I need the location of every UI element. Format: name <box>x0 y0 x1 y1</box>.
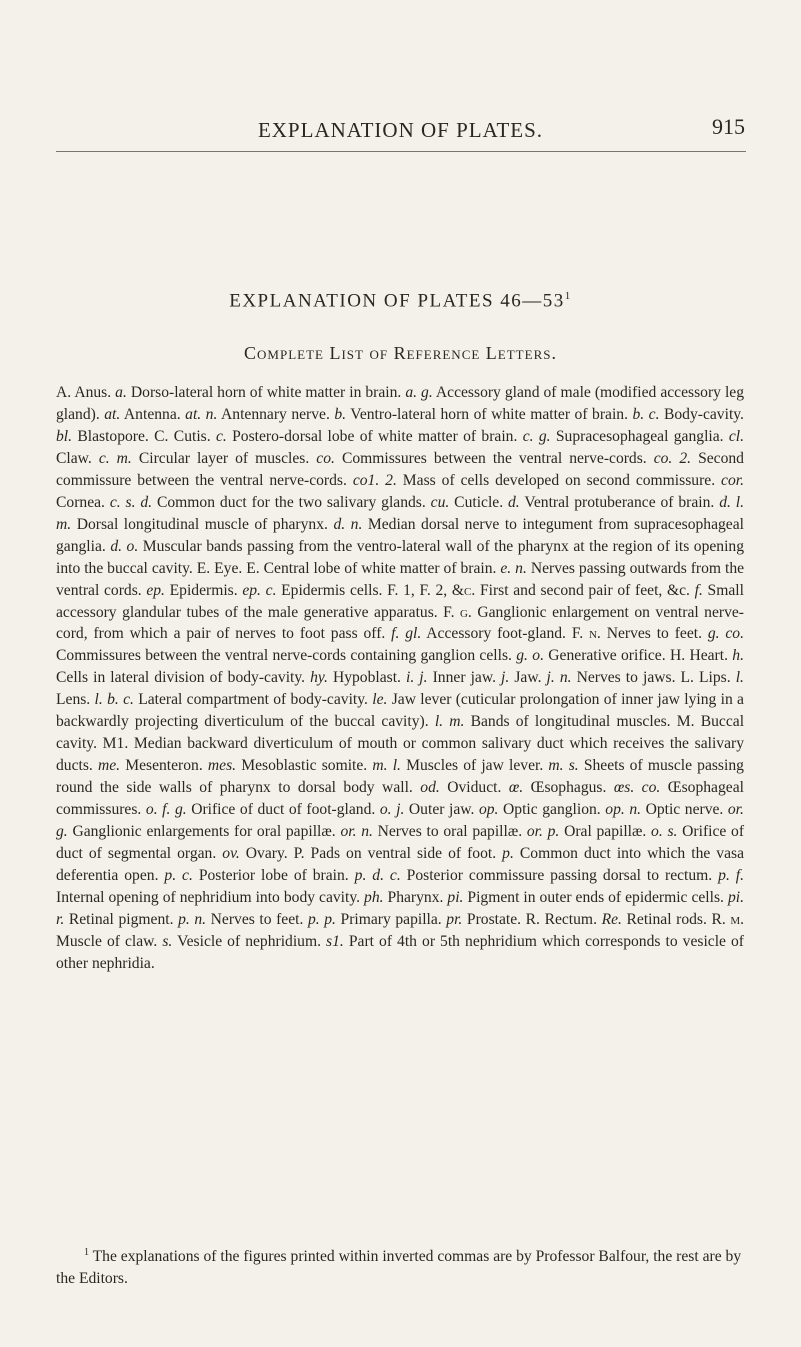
reference-description: Common duct for the two salivary glands. <box>156 493 426 511</box>
reference-description: Ovary. <box>245 845 288 863</box>
footnote-text: The explanations of the figures printed within inverted commas are by Professor Balfour, the rest are by the Editors. <box>56 1248 742 1288</box>
reference-entry <box>406 669 496 686</box>
reference-entry <box>56 933 744 972</box>
reference-description: Commissures between the ventral nerve-cords. <box>341 449 647 467</box>
reference-entry <box>431 494 503 511</box>
reference-entry <box>501 669 541 686</box>
reference-entry <box>380 801 475 818</box>
reference-letter: P. <box>293 845 305 863</box>
reference-description: Mesenteron. <box>125 757 203 775</box>
plate-title <box>0 290 801 312</box>
reference-description: Blastopore. <box>77 427 149 445</box>
reference-letter: œs. co. <box>613 779 661 797</box>
reference-entry <box>509 779 607 796</box>
reference-letter: L. <box>680 669 694 687</box>
reference-description: Pigment in outer ends of epidermic cells. <box>467 888 724 906</box>
reference-entry <box>508 494 714 511</box>
reference-letter: me. <box>97 757 121 775</box>
reference-entry <box>178 911 303 928</box>
reference-letter: cor. <box>721 471 744 489</box>
reference-letter: R. m. <box>711 910 745 928</box>
reference-entry <box>355 867 713 884</box>
reference-letter: j. <box>501 669 510 687</box>
reference-entry <box>246 560 496 577</box>
reference-description: Lens. <box>56 691 91 709</box>
reference-letter: d. l. m. <box>56 493 745 533</box>
reference-entry <box>353 472 715 489</box>
reference-description: Dorsal longitudinal muscle of pharynx. <box>76 515 328 533</box>
reference-letter: c. g. <box>522 427 551 445</box>
reference-description: Accessory foot-gland. <box>426 625 566 643</box>
reference-letter: a. g. <box>405 384 433 401</box>
reference-entry <box>420 779 501 796</box>
reference-letter: bl. <box>56 427 73 445</box>
reference-entry <box>516 647 665 664</box>
reference-entry <box>222 845 287 862</box>
reference-entry <box>208 757 367 774</box>
reference-description: Ganglionic enlargement on ventral nerve-cord, from which a pair of nerves to foot pass off. <box>56 603 745 643</box>
reference-letter: or. n. <box>340 823 373 841</box>
reference-description: Anus. <box>74 384 112 401</box>
reference-description: Muscles of jaw lever. <box>406 757 544 775</box>
reference-letter: hy. <box>310 669 328 687</box>
reference-letter: c. <box>215 427 227 445</box>
reference-letter: c. m. <box>98 449 132 467</box>
reference-entry <box>310 669 401 686</box>
reference-letter: ep. <box>146 581 165 599</box>
reference-letter: l. b. c. <box>94 691 134 709</box>
reference-entry <box>99 450 309 467</box>
reference-letter: E. <box>196 559 211 577</box>
reference-entry <box>523 428 724 445</box>
reference-description: Eye. <box>214 559 243 577</box>
reference-description: Small accessory glandular tubes of the male generative apparatus. <box>56 581 744 621</box>
reference-description: Oviduct. <box>447 779 502 797</box>
reference-letter: op. <box>478 801 499 819</box>
reference-description: Buccal cavity. <box>56 713 745 753</box>
reference-letter: H. <box>669 647 686 665</box>
reference-description: Posterior commissure passing dorsal to rectum. <box>406 866 713 884</box>
reference-description: Prostate. <box>466 910 522 928</box>
reference-description: Postero-dorsal lobe of white matter of brain. <box>232 427 518 445</box>
reference-description: Nerves to feet. <box>210 910 304 928</box>
reference-description: Epidermis. <box>169 581 238 599</box>
reference-letter: b. <box>334 405 347 423</box>
reference-letter: R. <box>525 910 540 928</box>
reference-letter: p. c. <box>164 866 193 884</box>
reference-description: Central lobe of white matter of brain. <box>263 559 497 577</box>
reference-entry <box>95 691 368 708</box>
reference-letter: ov. <box>222 845 240 863</box>
reference-entry <box>602 911 707 928</box>
reference-description: Claw. <box>56 449 92 467</box>
reference-entry <box>364 889 443 906</box>
reference-description: Generative orifice. <box>548 647 666 665</box>
reference-entry <box>162 933 321 950</box>
reference-letter: cl. <box>728 427 745 445</box>
reference-letter: p. p. <box>307 910 336 928</box>
reference-description: Cells in lateral division of body-cavity. <box>56 669 306 687</box>
reference-letters-list <box>56 382 744 975</box>
reference-entry <box>479 801 601 818</box>
reference-letter: s1. <box>326 932 344 950</box>
reference-description: Cuticle. <box>454 493 504 511</box>
reference-description: Muscular bands passing from the ventro-lateral wall of the pharynx at the region of its opening into the buccal cavity. <box>56 537 745 577</box>
reference-description: Cutis. <box>173 427 211 445</box>
reference-description: Antennary nerve. <box>221 405 330 423</box>
reference-entry <box>391 625 566 642</box>
reference-description: Optic ganglion. <box>503 801 601 819</box>
reference-description: Œsophageal commissures. <box>56 779 744 819</box>
reference-description: Cornea. <box>56 493 105 511</box>
reference-letter: p. n. <box>178 910 207 928</box>
reference-letter: A. <box>56 384 72 401</box>
reference-description: Supracesophageal ganglia. <box>555 427 724 445</box>
reference-entry <box>316 450 646 467</box>
reference-entry <box>185 406 330 423</box>
reference-description: Retinal rods. <box>626 910 707 928</box>
reference-letter: b. c. <box>632 405 660 423</box>
reference-description: Orifice of duct of segmental organ. <box>56 823 745 863</box>
reference-entry <box>154 428 210 445</box>
reference-letter: C. <box>154 427 169 445</box>
reference-description: Accessory gland of male (modified accessory leg gland). <box>56 384 744 423</box>
reference-letter: or. p. <box>526 823 560 841</box>
reference-entry <box>632 406 744 423</box>
reference-letter: i. j. <box>406 669 428 687</box>
reference-description: Median backward diverticulum of mouth or common salivary duct which receives the salivary ducts. <box>56 735 744 775</box>
reference-entry <box>527 823 646 840</box>
reference-letter: at. n. <box>185 405 218 423</box>
reference-entry <box>334 406 628 423</box>
reference-letter: ep. c. <box>242 581 277 599</box>
reference-description: Hypoblast. <box>332 669 401 687</box>
reference-letter: s. <box>162 932 173 950</box>
reference-entry <box>547 669 676 686</box>
reference-letter: op. n. <box>605 801 642 819</box>
reference-letter: p. <box>502 845 514 863</box>
reference-entry <box>605 801 723 818</box>
reference-description: Mass of cells developed on second commissure. <box>402 471 716 489</box>
reference-entry <box>110 494 426 511</box>
reference-description: Optic nerve. <box>645 801 724 819</box>
reference-description: Oral papillæ. <box>564 823 647 841</box>
reference-entry <box>681 669 731 686</box>
reference-entry <box>340 823 522 840</box>
reference-description: Ganglionic enlargements for oral papillæ. <box>72 823 336 841</box>
reference-letter: o. f. g. <box>145 801 187 819</box>
reference-description: Circular layer of muscles. <box>138 449 310 467</box>
reference-entry <box>670 647 728 664</box>
reference-description: Pharynx. <box>387 888 444 906</box>
reference-description: Inner jaw. <box>432 669 496 687</box>
reference-description: Pads on ventral side of foot. <box>310 845 497 863</box>
reference-description: Epidermis cells. <box>281 581 383 599</box>
reference-entry <box>56 384 111 401</box>
reference-entry <box>98 757 203 774</box>
reference-entry <box>387 582 690 599</box>
reference-letter: o. j. <box>379 801 405 819</box>
reference-description: Body-cavity. <box>663 405 744 423</box>
reference-letter: at. <box>104 405 121 423</box>
reference-letter: cu. <box>430 493 450 511</box>
reference-letter: c. s. d. <box>109 493 153 511</box>
reference-description: Mesoblastic somite. <box>241 757 368 775</box>
reference-letter: p. f. <box>718 866 744 884</box>
reference-letter: m. l. <box>372 757 401 775</box>
reference-letter: Re. <box>601 910 622 928</box>
reference-letter: f. <box>694 581 703 599</box>
reference-entry <box>104 406 180 423</box>
reference-letter: l. <box>735 669 744 687</box>
reference-description: Nerves passing outwards from the ventral cords. <box>56 559 745 599</box>
title-footnote-mark: 1 <box>564 290 572 302</box>
footnote-mark: 1 <box>84 1247 89 1258</box>
reference-letter: d. <box>508 493 520 511</box>
running-head: EXPLANATION OF PLATES. <box>257 118 544 142</box>
reference-letter: j. n. <box>546 669 572 687</box>
reference-letter: h. <box>732 647 744 665</box>
reference-letter: pr. <box>446 910 463 928</box>
footnote <box>56 1242 744 1290</box>
reference-letter: g. co. <box>707 625 744 643</box>
reference-entry <box>372 757 543 774</box>
reference-letter: œ. <box>508 779 524 797</box>
reference-letter: o. s. <box>651 823 678 841</box>
reference-letter: F. 1, F. 2, &c. <box>387 581 476 599</box>
reference-letter: p. d. c. <box>354 866 401 884</box>
reference-entry <box>242 582 382 599</box>
reference-description: First and second pair of feet, &c. <box>479 581 690 599</box>
reference-entry <box>56 428 149 445</box>
reference-entry <box>146 801 375 818</box>
reference-description: Median dorsal nerve to integument from supracesophageal ganglia. <box>56 515 744 555</box>
reference-description: Vesicle of nephridium. <box>177 932 321 950</box>
reference-description: Ventral protuberance of brain. <box>524 493 715 511</box>
reference-description: Second commissure between the ventral nerve-cords. <box>56 449 744 489</box>
reference-letter: or. g. <box>56 801 744 841</box>
reference-entry <box>526 911 597 928</box>
list-subtitle: Complete List of Reference Letters. <box>244 343 557 363</box>
reference-description: Œsophagus. <box>530 779 607 797</box>
reference-letter: F. g. <box>443 603 472 621</box>
reference-entry <box>146 582 237 599</box>
reference-letter: pi. <box>447 888 464 906</box>
reference-entry <box>446 911 521 928</box>
reference-description: Commissures between the ventral nerve-cords containing ganglion cells. <box>56 647 512 665</box>
reference-letter: pi. r. <box>56 888 744 928</box>
reference-description: Nerves to jaws. <box>576 669 676 687</box>
reference-description: Ventro-lateral horn of white matter of brain. <box>350 405 628 423</box>
reference-entry <box>216 428 517 445</box>
reference-letter: f. gl. <box>391 625 422 643</box>
reference-entry <box>294 845 496 862</box>
reference-letter: mes. <box>207 757 237 775</box>
reference-description: Muscle of claw. <box>56 932 158 950</box>
reference-letter: d. o. <box>110 537 139 555</box>
reference-description: Primary papilla. <box>340 910 442 928</box>
reference-entry <box>115 384 401 401</box>
reference-description: Jaw. <box>514 669 542 687</box>
reference-letter: e. n. <box>500 559 527 577</box>
reference-letter: M1. <box>102 735 129 753</box>
reference-entry <box>308 911 442 928</box>
page-number: 915 <box>712 114 745 139</box>
reference-letter: od. <box>420 779 440 797</box>
reference-description: Rectum. <box>544 910 597 928</box>
reference-entry <box>572 625 702 642</box>
reference-letter: d. n. <box>333 515 363 533</box>
reference-description: Jaw lever (cuticular prolongation of inner jaw lying in a backwardly projecting diverticulum of the buccal cavity). <box>56 691 744 731</box>
reference-description: Lateral compartment of body-cavity. <box>138 691 368 709</box>
reference-description: Bands of longitudinal muscles. <box>470 713 671 731</box>
reference-description: Common duct into which the vasa deferentia open. <box>56 845 745 884</box>
reference-description: Nerves to feet. <box>606 625 702 643</box>
reference-letter: M. <box>676 713 695 731</box>
reference-letter: F. n. <box>571 625 601 643</box>
reference-description: Dorso-lateral horn of white matter in brain. <box>130 384 402 401</box>
reference-letter: E. <box>246 559 260 577</box>
reference-description: Sheets of muscle passing round the side walls of pharynx to dorsal body wall. <box>56 757 744 797</box>
reference-letter: m. s. <box>548 757 579 775</box>
reference-letter: le. <box>372 691 388 709</box>
reference-letter: co. <box>316 449 335 467</box>
reference-letter: co1. 2. <box>352 471 397 489</box>
reference-letter: g. o. <box>516 647 544 665</box>
reference-description: Nerves to oral papillæ. <box>377 823 523 841</box>
reference-description: Outer jaw. <box>408 801 475 819</box>
reference-entry <box>447 889 724 906</box>
reference-description: Antenna. <box>123 405 181 423</box>
reference-entry <box>435 713 671 730</box>
plate-title-text: EXPLANATION OF PLATES 46—53 <box>229 290 565 312</box>
reference-letter: l. m. <box>434 713 465 731</box>
reference-description: Internal opening of nephridium into body cavity. <box>56 888 361 906</box>
reference-description: Part of 4th or 5th nephridium which corresponds to vesicle of other nephridia. <box>56 932 744 972</box>
reference-letter: ph. <box>364 888 384 906</box>
reference-description: Heart. <box>689 647 728 665</box>
reference-entry <box>197 560 243 577</box>
reference-letter: co. 2. <box>653 449 692 467</box>
reference-letter: a. <box>115 384 127 401</box>
reference-entry <box>164 867 348 884</box>
reference-description: Posterior lobe of brain. <box>198 866 349 884</box>
reference-description: Retinal pigment. <box>68 910 174 928</box>
reference-description: Lips. <box>699 669 731 687</box>
reference-description: Orifice of duct of foot-gland. <box>191 801 376 819</box>
header-rule <box>56 151 746 152</box>
